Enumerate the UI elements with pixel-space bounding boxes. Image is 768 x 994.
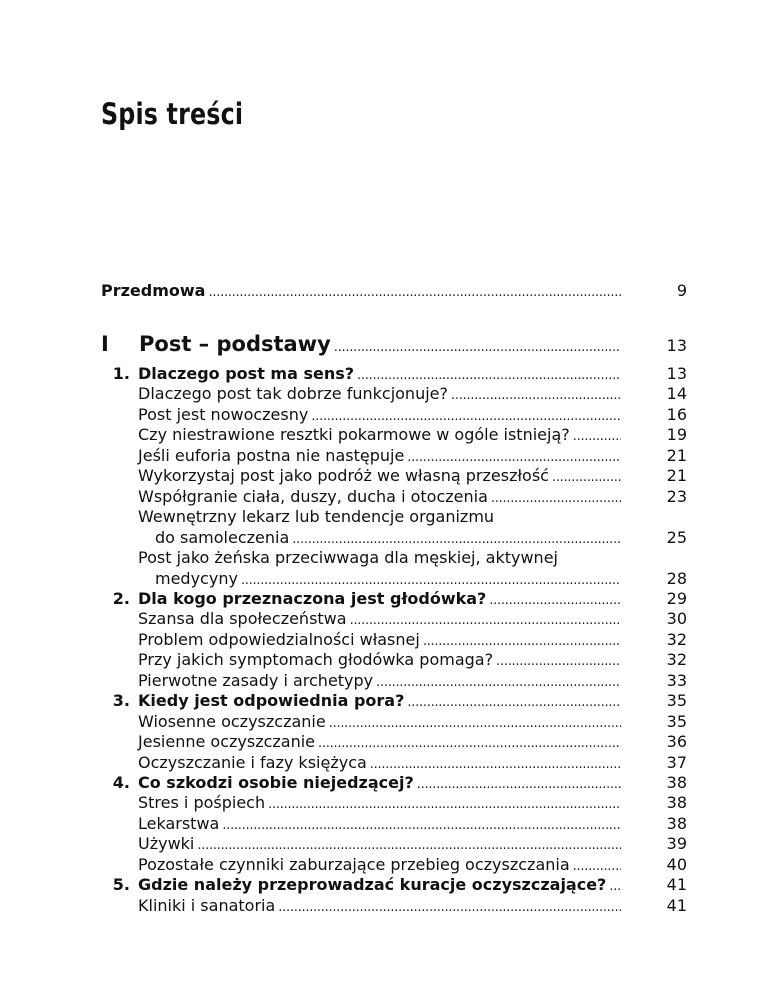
toc-chapter-entry[interactable] [101, 772, 687, 794]
toc-page-number: 40 [666, 855, 687, 874]
toc-page-number: 29 [666, 589, 687, 608]
toc-entry-label: Problem odpowiedzialności własnej [138, 630, 420, 649]
toc-page-number: 38 [666, 793, 687, 812]
toc-subentry[interactable] [101, 670, 687, 692]
toc-chapter-entry[interactable] [101, 363, 687, 385]
toc-entry-label: Przedmowa [101, 281, 206, 300]
toc-entry-row [138, 547, 621, 569]
toc-page-number: 37 [666, 753, 687, 772]
toc-chapter-entry[interactable] [101, 874, 687, 896]
toc-page-number: 16 [666, 405, 687, 424]
toc-page-number: 21 [666, 466, 687, 485]
toc-subentry[interactable] [101, 383, 687, 405]
toc-page-number: 32 [666, 650, 687, 669]
toc-page-number: 35 [666, 712, 687, 731]
toc-entry-label: Wykorzystaj post jako podróż we własną przeszłość [138, 466, 549, 485]
toc-page-number: 30 [666, 609, 687, 628]
toc-entry-label: Dlaczego post tak dobrze funkcjonuje? [138, 384, 448, 403]
toc-page-number: 32 [666, 630, 687, 649]
section-numeral: I [101, 332, 109, 356]
leader-dots [208, 282, 621, 304]
toc-chapter-entry[interactable] [101, 588, 687, 610]
toc-subentry[interactable] [101, 895, 687, 917]
toc-subentry[interactable] [101, 731, 687, 753]
toc-page-number: 38 [666, 773, 687, 792]
toc-entry-label: Kliniki i sanatoria [138, 896, 276, 915]
section-label: Post – podstawy [139, 332, 331, 356]
toc-entry-label: Czy niestrawione resztki pokarmowe w ogóle istnieją? [138, 425, 570, 444]
toc-subentry[interactable] [101, 568, 687, 590]
toc-entry-label: Kiedy jest odpowiednia pora? [138, 691, 405, 710]
toc-subentry[interactable] [101, 424, 687, 446]
toc-subentry[interactable] [101, 833, 687, 855]
toc-subentry[interactable] [101, 445, 687, 467]
toc-page-number: 38 [666, 814, 687, 833]
toc-entry-label: Jesienne oczyszczanie [138, 732, 316, 751]
toc-subentry[interactable] [101, 752, 687, 774]
toc-entry-label: Dlaczego post ma sens? [138, 364, 355, 383]
chapter-number: 4. [112, 773, 130, 792]
toc-page-number: 33 [666, 671, 687, 690]
toc-entry-label: Pozostałe czynniki zaburzające przebieg oczyszczania [138, 855, 570, 874]
toc-entry-label: Wewnętrzny lekarz lub tendencje organizmu [138, 507, 495, 526]
toc-subentry[interactable] [101, 711, 687, 733]
toc-page-number: 19 [666, 425, 687, 444]
toc-page-number: 14 [666, 384, 687, 403]
toc-entry-label: Co szkodzi osobie niejedzącej? [138, 773, 414, 792]
toc-entry-label: Używki [138, 834, 195, 853]
toc-subentry[interactable] [101, 404, 687, 426]
toc-entry-label: Post jako żeńska przeciwwaga dla męskiej, aktywnej [138, 548, 558, 567]
page-title: Spis treści [101, 97, 244, 131]
toc-subentry[interactable] [101, 465, 687, 487]
toc-entry-label: Stres i pośpiech [138, 793, 266, 812]
toc-page-number: 21 [666, 446, 687, 465]
toc-entry-label: medycyny [155, 569, 238, 588]
toc-subentry[interactable] [101, 854, 687, 876]
toc-chapter-entry[interactable] [101, 690, 687, 712]
toc-entry-label: do samoleczenia [155, 528, 290, 547]
toc-entry-label: Wiosenne oczyszczanie [138, 712, 326, 731]
toc-subentry[interactable] [101, 813, 687, 835]
toc-page-number: 36 [666, 732, 687, 751]
toc-entry-label: Gdzie należy przeprowadzać kuracje oczyszczające? [138, 875, 607, 894]
toc-subentry[interactable] [101, 629, 687, 651]
toc-entry-row [138, 506, 621, 528]
toc-entry-label: Lekarstwa [138, 814, 220, 833]
toc-subentry[interactable] [101, 608, 687, 630]
toc-entry-label: Dla kogo przeznaczona jest głodówka? [138, 589, 487, 608]
toc-page-number: 13 [666, 364, 687, 383]
toc-subentry[interactable] [101, 527, 687, 549]
toc-subentry[interactable] [101, 547, 687, 569]
toc-entry-row [138, 895, 621, 919]
toc-subentry[interactable] [101, 486, 687, 508]
toc-entry-label: Post jest nowoczesny [138, 405, 309, 424]
toc-entry-label: Jeśli euforia postna nie następuje [138, 446, 405, 465]
toc-entry-preface[interactable] [101, 280, 687, 302]
toc-page-number: 35 [666, 691, 687, 710]
toc-page-number: 23 [666, 487, 687, 506]
chapter-number: 3. [112, 691, 130, 710]
toc-page-number: 9 [676, 281, 687, 300]
toc-entry-label: Przy jakich symptomach głodówka pomaga? [138, 650, 494, 669]
leader-dots [278, 897, 621, 919]
toc-page-number: 25 [666, 528, 687, 547]
toc-entry-label: Oczyszczanie i fazy księżyca [138, 753, 367, 772]
toc-page-number: 39 [666, 834, 687, 853]
leader-dots [334, 334, 621, 362]
toc-section-heading[interactable] [101, 330, 687, 358]
toc-subentry[interactable] [101, 792, 687, 814]
toc-page-number: 41 [666, 896, 687, 915]
toc-subentry[interactable] [101, 506, 687, 528]
chapter-number: 1. [112, 364, 130, 383]
toc-page-number: 41 [666, 875, 687, 894]
toc-entry-label: Pierwotne zasady i archetypy [138, 671, 374, 690]
chapter-number: 2. [112, 589, 130, 608]
toc-page-number: 13 [666, 336, 687, 355]
toc-page-number: 28 [666, 569, 687, 588]
chapter-number: 5. [112, 875, 130, 894]
toc-entry-label: Szansa dla społeczeństwa [138, 609, 347, 628]
toc-subentry[interactable] [101, 649, 687, 671]
toc-entry-label: Współgranie ciała, duszy, ducha i otoczenia [138, 487, 488, 506]
